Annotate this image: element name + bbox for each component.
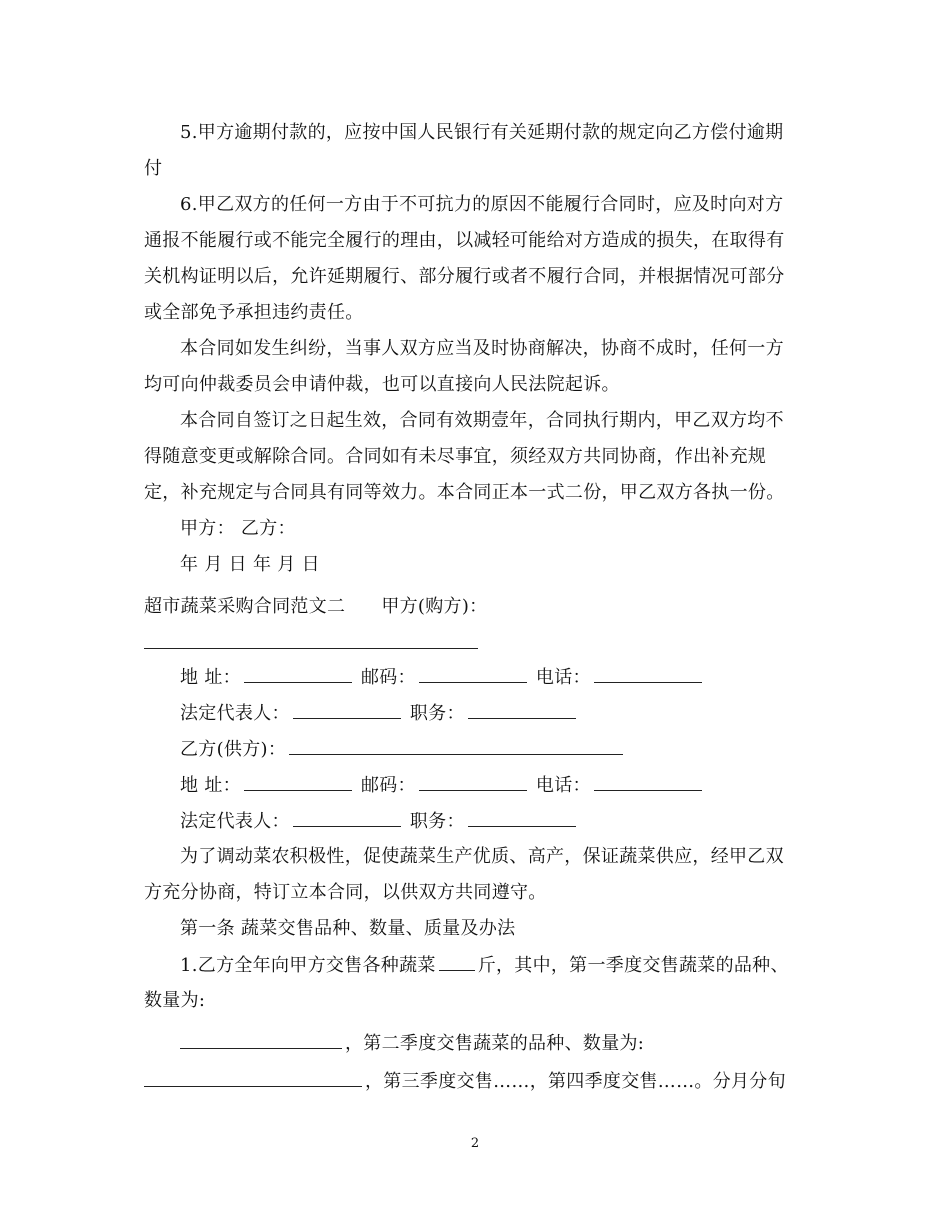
address-label: 地 址： bbox=[180, 667, 241, 688]
position-label: 职务： bbox=[409, 811, 465, 832]
q2-blank bbox=[144, 1068, 362, 1087]
paragraph-line: 通报不能履行或不能完全履行的理由，以减轻可能给对方造成的损失，在取得有 bbox=[144, 230, 785, 251]
party-b-address-row bbox=[180, 772, 840, 799]
q1-blank bbox=[180, 1030, 342, 1049]
legal-rep-blank bbox=[293, 808, 401, 827]
item1-line bbox=[180, 952, 840, 979]
q2-text: ，第二季度交售蔬菜的品种、数量为: bbox=[345, 1033, 645, 1054]
item1-q2-line bbox=[180, 1030, 840, 1057]
paragraph-line: 或全部免予承担违约责任。 bbox=[144, 302, 364, 323]
party-a-label: 甲方(购方)： bbox=[381, 596, 488, 617]
contract2-heading bbox=[144, 594, 804, 620]
item1-text: 1.乙方全年向甲方交售各种蔬菜 bbox=[180, 955, 436, 976]
postcode-blank bbox=[419, 664, 527, 683]
quantity-blank bbox=[439, 952, 475, 971]
paragraph-line: 定，补充规定与合同具有同等效力。本合同正本一式二份，甲乙双方各执一份。 bbox=[144, 482, 785, 503]
position-blank bbox=[468, 808, 576, 827]
party-a-blank-line bbox=[144, 648, 478, 649]
paragraph-line: 付 bbox=[144, 158, 163, 179]
position-blank bbox=[468, 700, 576, 719]
paragraph-line: 数量为: bbox=[144, 990, 206, 1011]
legal-rep-label: 法定代表人： bbox=[180, 703, 290, 724]
legal-rep-blank bbox=[293, 700, 401, 719]
position-label: 职务： bbox=[409, 703, 465, 724]
party-a-address-row bbox=[180, 664, 840, 691]
phone-blank bbox=[594, 664, 702, 683]
postcode-label: 邮码： bbox=[360, 775, 416, 796]
paragraph-line: 均可向仲裁委员会申请仲裁，也可以直接向人民法院起诉。 bbox=[144, 374, 620, 395]
paragraph-line: 为了调动菜农积极性，促使蔬菜生产优质、高产，保证蔬菜供应，经甲乙双 bbox=[180, 846, 784, 867]
paragraph-line: 方充分协商，特订立本合同，以供双方共同遵守。 bbox=[144, 882, 547, 903]
article-heading: 第一条 蔬菜交售品种、数量、质量及办法 bbox=[180, 918, 516, 939]
postcode-blank bbox=[419, 772, 527, 791]
paragraph-line: 6.甲乙双方的任何一方由于不可抗力的原因不能履行合同时，应及时向对方 bbox=[180, 194, 784, 215]
phone-blank bbox=[594, 772, 702, 791]
party-b-blank bbox=[289, 736, 623, 755]
phone-label: 电话： bbox=[535, 667, 591, 688]
postcode-label: 邮码： bbox=[360, 667, 416, 688]
address-label: 地 址： bbox=[180, 775, 241, 796]
address-blank bbox=[244, 664, 352, 683]
party-b-row bbox=[180, 736, 840, 763]
party-b-rep-row bbox=[180, 808, 840, 835]
paragraph-line: 得随意变更或解除合同。合同如有未尽事宜，须经双方共同协商，作出补充规 bbox=[144, 446, 767, 467]
signature-dates: 年 月 日 年 月 日 bbox=[180, 554, 320, 575]
phone-label: 电话： bbox=[535, 775, 591, 796]
signature-parties: 甲方： 乙方： bbox=[180, 518, 296, 539]
paragraph-line: 关机构证明以后，允许延期履行、部分履行或者不履行合同，并根据情况可部分 bbox=[144, 266, 785, 287]
paragraph-line: 本合同如发生纠纷，当事人双方应当及时协商解决，协商不成时，任何一方 bbox=[180, 338, 784, 359]
q3-text: ，第三季度交售……，第四季度交售……。分月分旬 bbox=[365, 1071, 786, 1092]
paragraph-line: 5.甲方逾期付款的，应按中国人民银行有关延期付款的规定向乙方偿付逾期 bbox=[180, 122, 784, 143]
address-blank bbox=[244, 772, 352, 791]
party-b-label: 乙方(供方)： bbox=[180, 739, 287, 760]
paragraph-line: 本合同自签订之日起生效，合同有效期壹年，合同执行期内，甲乙双方均不 bbox=[180, 410, 784, 431]
party-a-rep-row bbox=[180, 700, 840, 727]
item1-q3-line bbox=[144, 1068, 804, 1095]
page-number: 2 bbox=[470, 1136, 480, 1151]
item1-text-cont: 斤，其中，第一季度交售蔬菜的品种、 bbox=[477, 955, 789, 976]
legal-rep-label: 法定代表人： bbox=[180, 811, 290, 832]
contract2-title: 超市蔬菜采购合同范文二 bbox=[144, 596, 346, 617]
